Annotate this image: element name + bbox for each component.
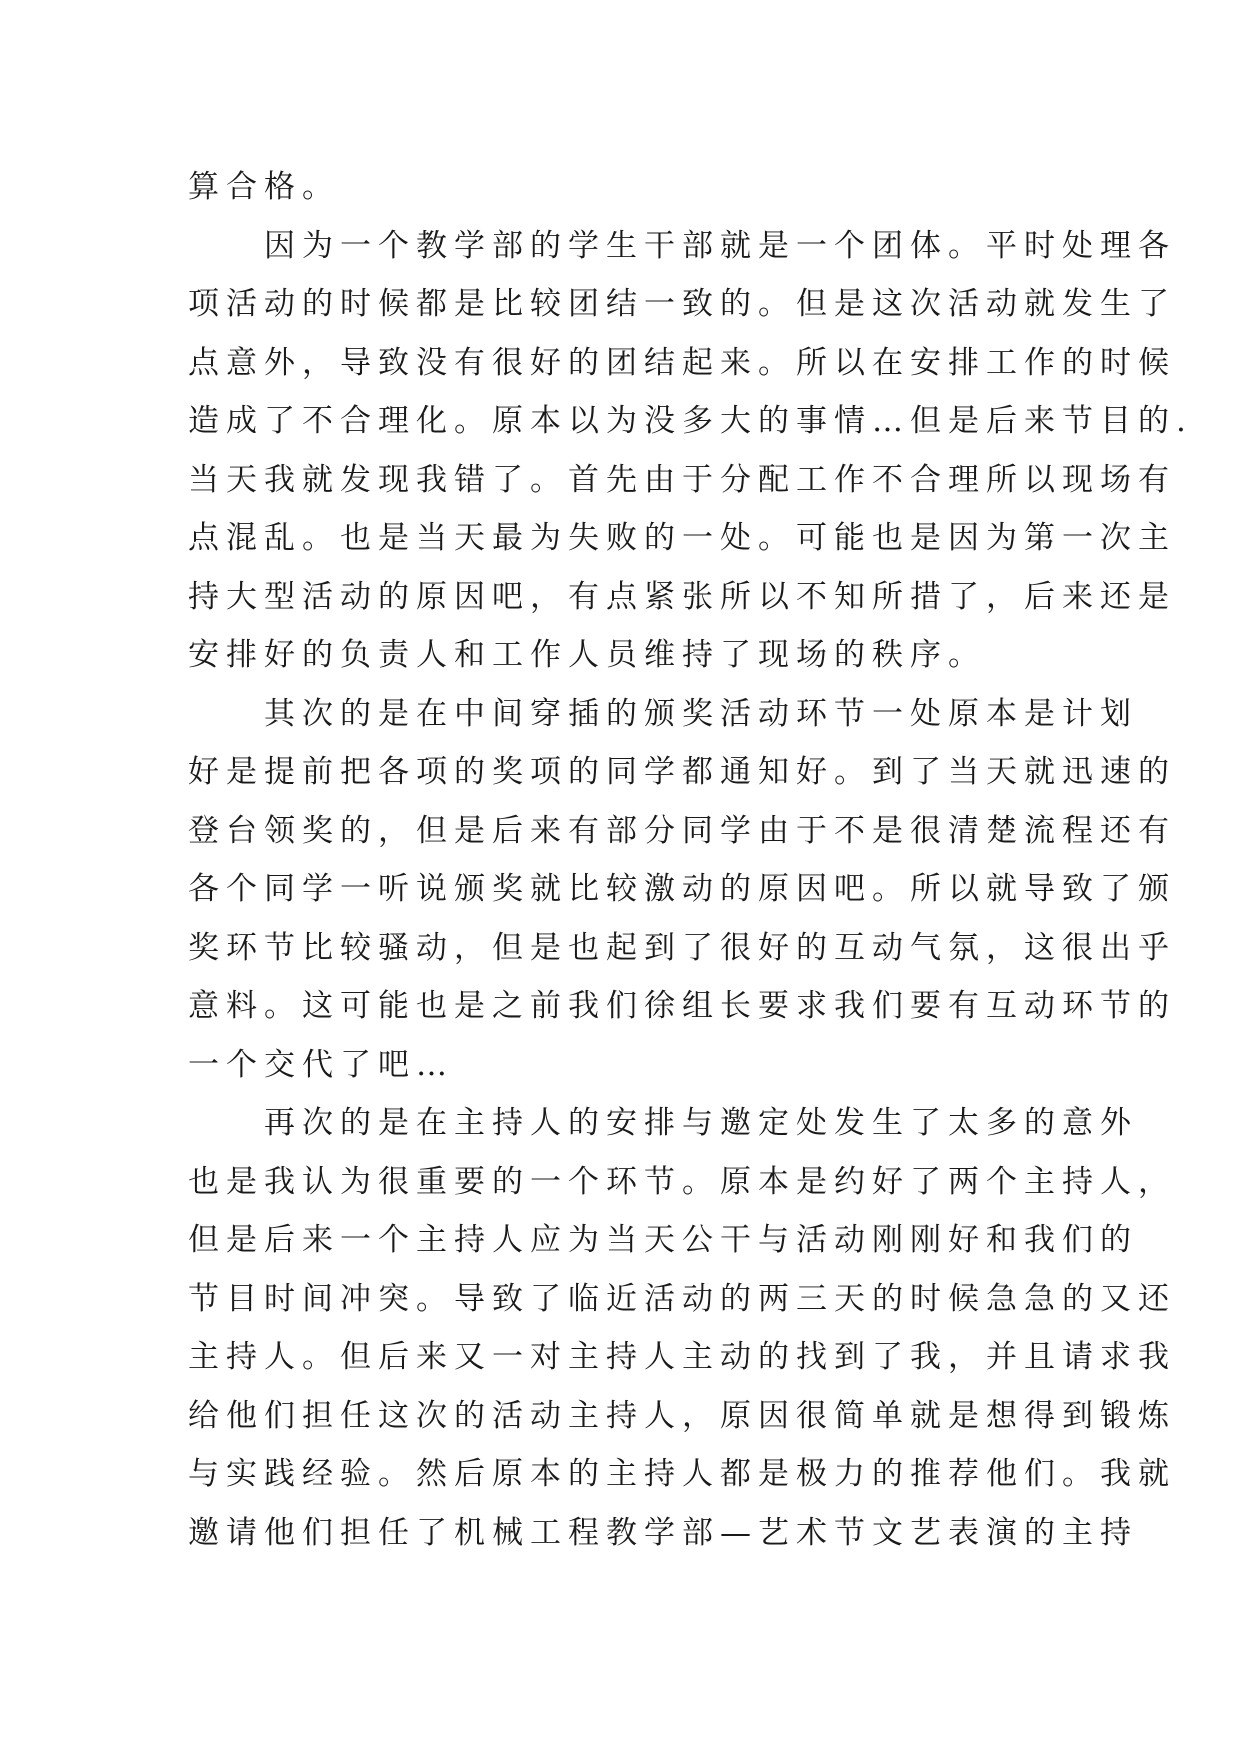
- text-line: 因为一个教学部的学生干部就是一个团体。平时处理各: [188, 227, 1176, 264]
- text-line: 再次的是在主持人的安排与邀定处发生了太多的意外: [188, 1105, 1138, 1141]
- text-line: 与实践经验。然后原本的主持人都是极力的推荐他们。我就: [188, 1456, 1176, 1492]
- text-line: 安排好的负责人和工作人员维持了现场的秩序。: [188, 637, 986, 673]
- text-line: 点混乱。也是当天最为失败的一处。可能也是因为第一次主: [188, 520, 1176, 556]
- text-line: 一个交代了吧…: [188, 1046, 454, 1083]
- text-line: 各个同学一听说颁奖就比较激动的原因吧。所以就导致了颁: [188, 871, 1176, 907]
- text-line: 好是提前把各项的奖项的同学都通知好。到了当天就迅速的: [188, 754, 1176, 790]
- text-line: 主持人。但后来又一对主持人主动的找到了我，并且请求我: [188, 1339, 1176, 1375]
- text-line: 意料。这可能也是之前我们徐组长要求我们要有互动环节的: [188, 988, 1176, 1024]
- text-line: 但是后来一个主持人应为当天公干与活动刚刚好和我们的: [188, 1222, 1138, 1258]
- text-line: 登台领奖的，但是后来有部分同学由于不是很清楚流程还有: [188, 812, 1176, 849]
- text-line: 持大型活动的原因吧，有点紧张所以不知所措了，后来还是: [188, 578, 1176, 615]
- text-line: 造成了不合理化。原本以为没多大的事情…但是后来节目的.: [188, 403, 1193, 439]
- text-line: 奖环节比较骚动，但是也起到了很好的互动气氛，这很出乎: [188, 929, 1176, 966]
- text-line: 算合格。: [188, 169, 340, 205]
- text-line: 节目时间冲突。导致了临近活动的两三天的时候急急的又还: [188, 1280, 1176, 1317]
- text-line: 项活动的时候都是比较团结一致的。但是这次活动就发生了: [188, 286, 1176, 322]
- text-line: 给他们担任这次的活动主持人，原因很简单就是想得到锻炼: [188, 1397, 1176, 1434]
- text-line: 点意外，导致没有很好的团结起来。所以在安排工作的时候: [188, 344, 1176, 381]
- text-line: 邀请他们担任了机械工程教学部—艺术节文艺表演的主持: [188, 1514, 1138, 1551]
- text-line: 其次的是在中间穿插的颁奖活动环节一处原本是计划: [188, 695, 1138, 732]
- text-line: 当天我就发现我错了。首先由于分配工作不合理所以现场有: [188, 461, 1176, 498]
- text-line: 也是我认为很重要的一个环节。原本是约好了两个主持人，: [188, 1163, 1176, 1200]
- body-text: [188, 158, 1193, 1562]
